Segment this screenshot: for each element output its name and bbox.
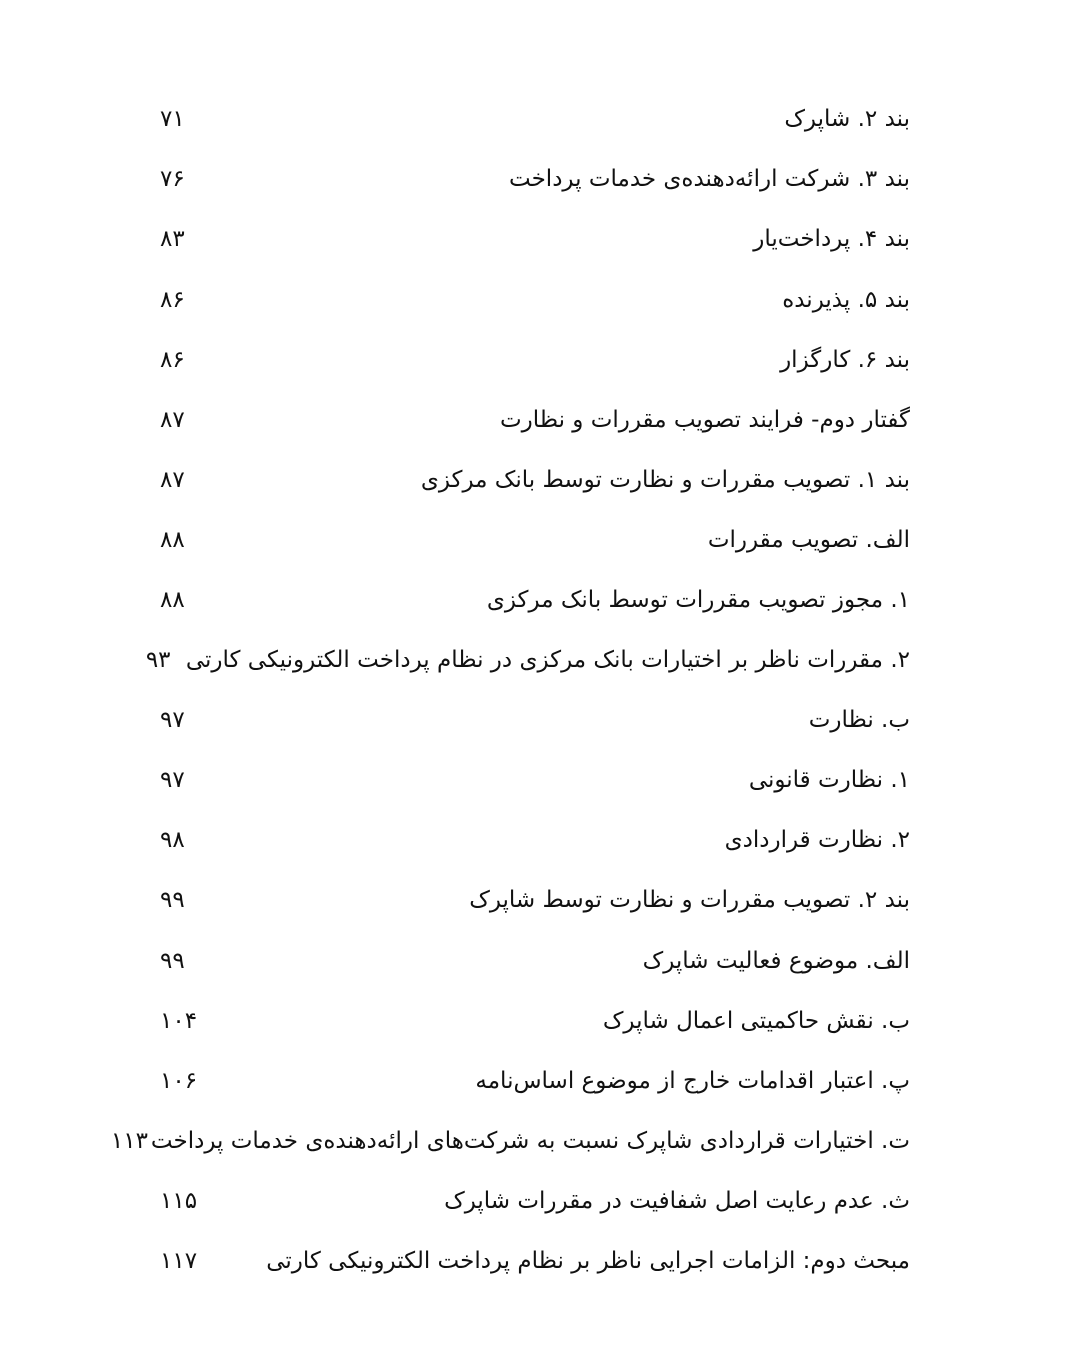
toc-entry-page: ۸۶ [160, 286, 185, 313]
toc-entry-title: بند ۶. کارگزار [780, 346, 910, 373]
toc-entry-page: ۹۷ [160, 707, 185, 734]
toc-entry-title: ت. اختیارات قراردادی شاپرک نسبت به شرکت‌های ارائه‌دهنده‌ی خدمات پرداخت [150, 1127, 910, 1154]
toc-entry [160, 270, 910, 330]
toc-entry [160, 1172, 910, 1232]
toc-entry [160, 451, 910, 511]
toc-entry-title: مبحث دوم: الزامات اجرایی ناظر بر نظام پرداخت الکترونیکی کارتی [266, 1248, 910, 1275]
toc-entry-title: الف. تصویب مقررات [707, 526, 910, 553]
toc-entry-title: ۲. نظارت قراردادی [724, 827, 910, 854]
table-of-contents [110, 90, 910, 1292]
toc-entry [160, 210, 910, 270]
toc-entry-page: ۱۱۳ [110, 1127, 148, 1154]
toc-entry-title: پ. اعتبار اقدامات خارج از موضوع اساس‌نامه [475, 1067, 910, 1094]
toc-entry-title: ۱. مجوز تصویب مقررات توسط بانک مرکزی [486, 587, 910, 613]
toc-entry-page: ۹۹ [160, 947, 185, 974]
toc-entry [160, 1052, 910, 1112]
toc-entry-page: ۷۶ [160, 166, 185, 193]
toc-entry-page: ۸۸ [160, 587, 185, 613]
toc-entry-title: الف. موضوع فعالیت شاپرک [642, 947, 910, 974]
toc-entry [145, 631, 910, 691]
toc-entry-title: ۱. نظارت قانونی [748, 767, 910, 794]
toc-entry-title: بند ۴. پرداخت‌یار [753, 226, 910, 253]
toc-entry-title: ب. نقش حاکمیتی اعمال شاپرک [602, 1007, 910, 1034]
toc-entry-title: ب. نظارت [808, 707, 910, 734]
toc-entry-page: ۸۳ [160, 226, 185, 253]
toc-entry-title: ۲. مقررات ناظر بر اختیارات بانک مرکزی در نظام پرداخت الکترونیکی کارتی [185, 647, 910, 674]
toc-entry-page: ۱۱۵ [160, 1187, 198, 1214]
toc-entry [160, 150, 910, 210]
toc-entry-title: بند ۳. شرکت ارائه‌دهنده‌ی خدمات پرداخت [509, 166, 910, 193]
toc-entry [160, 511, 910, 571]
toc-entry-title: بند ۵. پذیرنده [782, 286, 910, 313]
toc-entry-page: ۱۱۷ [160, 1248, 198, 1275]
toc-entry-title: بند ۱. تصویب مقررات و نظارت توسط بانک مرکزی [420, 466, 910, 493]
toc-entry [160, 751, 910, 811]
toc-entry-page: ۷۱ [160, 106, 185, 133]
toc-entry-page: ۹۳ [145, 647, 171, 674]
toc-entry [160, 330, 910, 390]
toc-entry-title: بند ۲. شاپرک [784, 106, 910, 133]
toc-entry-page: ۸۷ [160, 406, 185, 433]
toc-entry-page: ۱۰۴ [160, 1007, 198, 1034]
toc-entry-page: ۹۹ [160, 887, 185, 914]
toc-entry-title: بند ۲. تصویب مقررات و نظارت توسط شاپرک [469, 887, 910, 914]
toc-entry-page: ۸۷ [160, 466, 185, 493]
toc-entry [160, 811, 910, 871]
toc-entry [160, 90, 910, 150]
toc-entry-page: ۸۶ [160, 346, 185, 373]
toc-entry [160, 991, 910, 1051]
toc-entry [160, 691, 910, 751]
toc-entry-page: ۹۷ [160, 767, 185, 794]
toc-entry [160, 390, 910, 450]
toc-entry [160, 1232, 910, 1292]
toc-entry-title: گفتار دوم- فرایند تصویب مقررات و نظارت [499, 406, 910, 433]
toc-entry [160, 931, 910, 991]
toc-entry [160, 571, 910, 631]
toc-entry-page: ۹۸ [160, 827, 185, 854]
toc-entry-title: ث. عدم رعایت اصل شفافیت در مقررات شاپرک [444, 1187, 910, 1214]
toc-entry-page: ۸۸ [160, 526, 185, 553]
toc-entry [160, 871, 910, 931]
toc-entry [110, 1112, 910, 1172]
toc-entry-page: ۱۰۶ [160, 1067, 198, 1094]
